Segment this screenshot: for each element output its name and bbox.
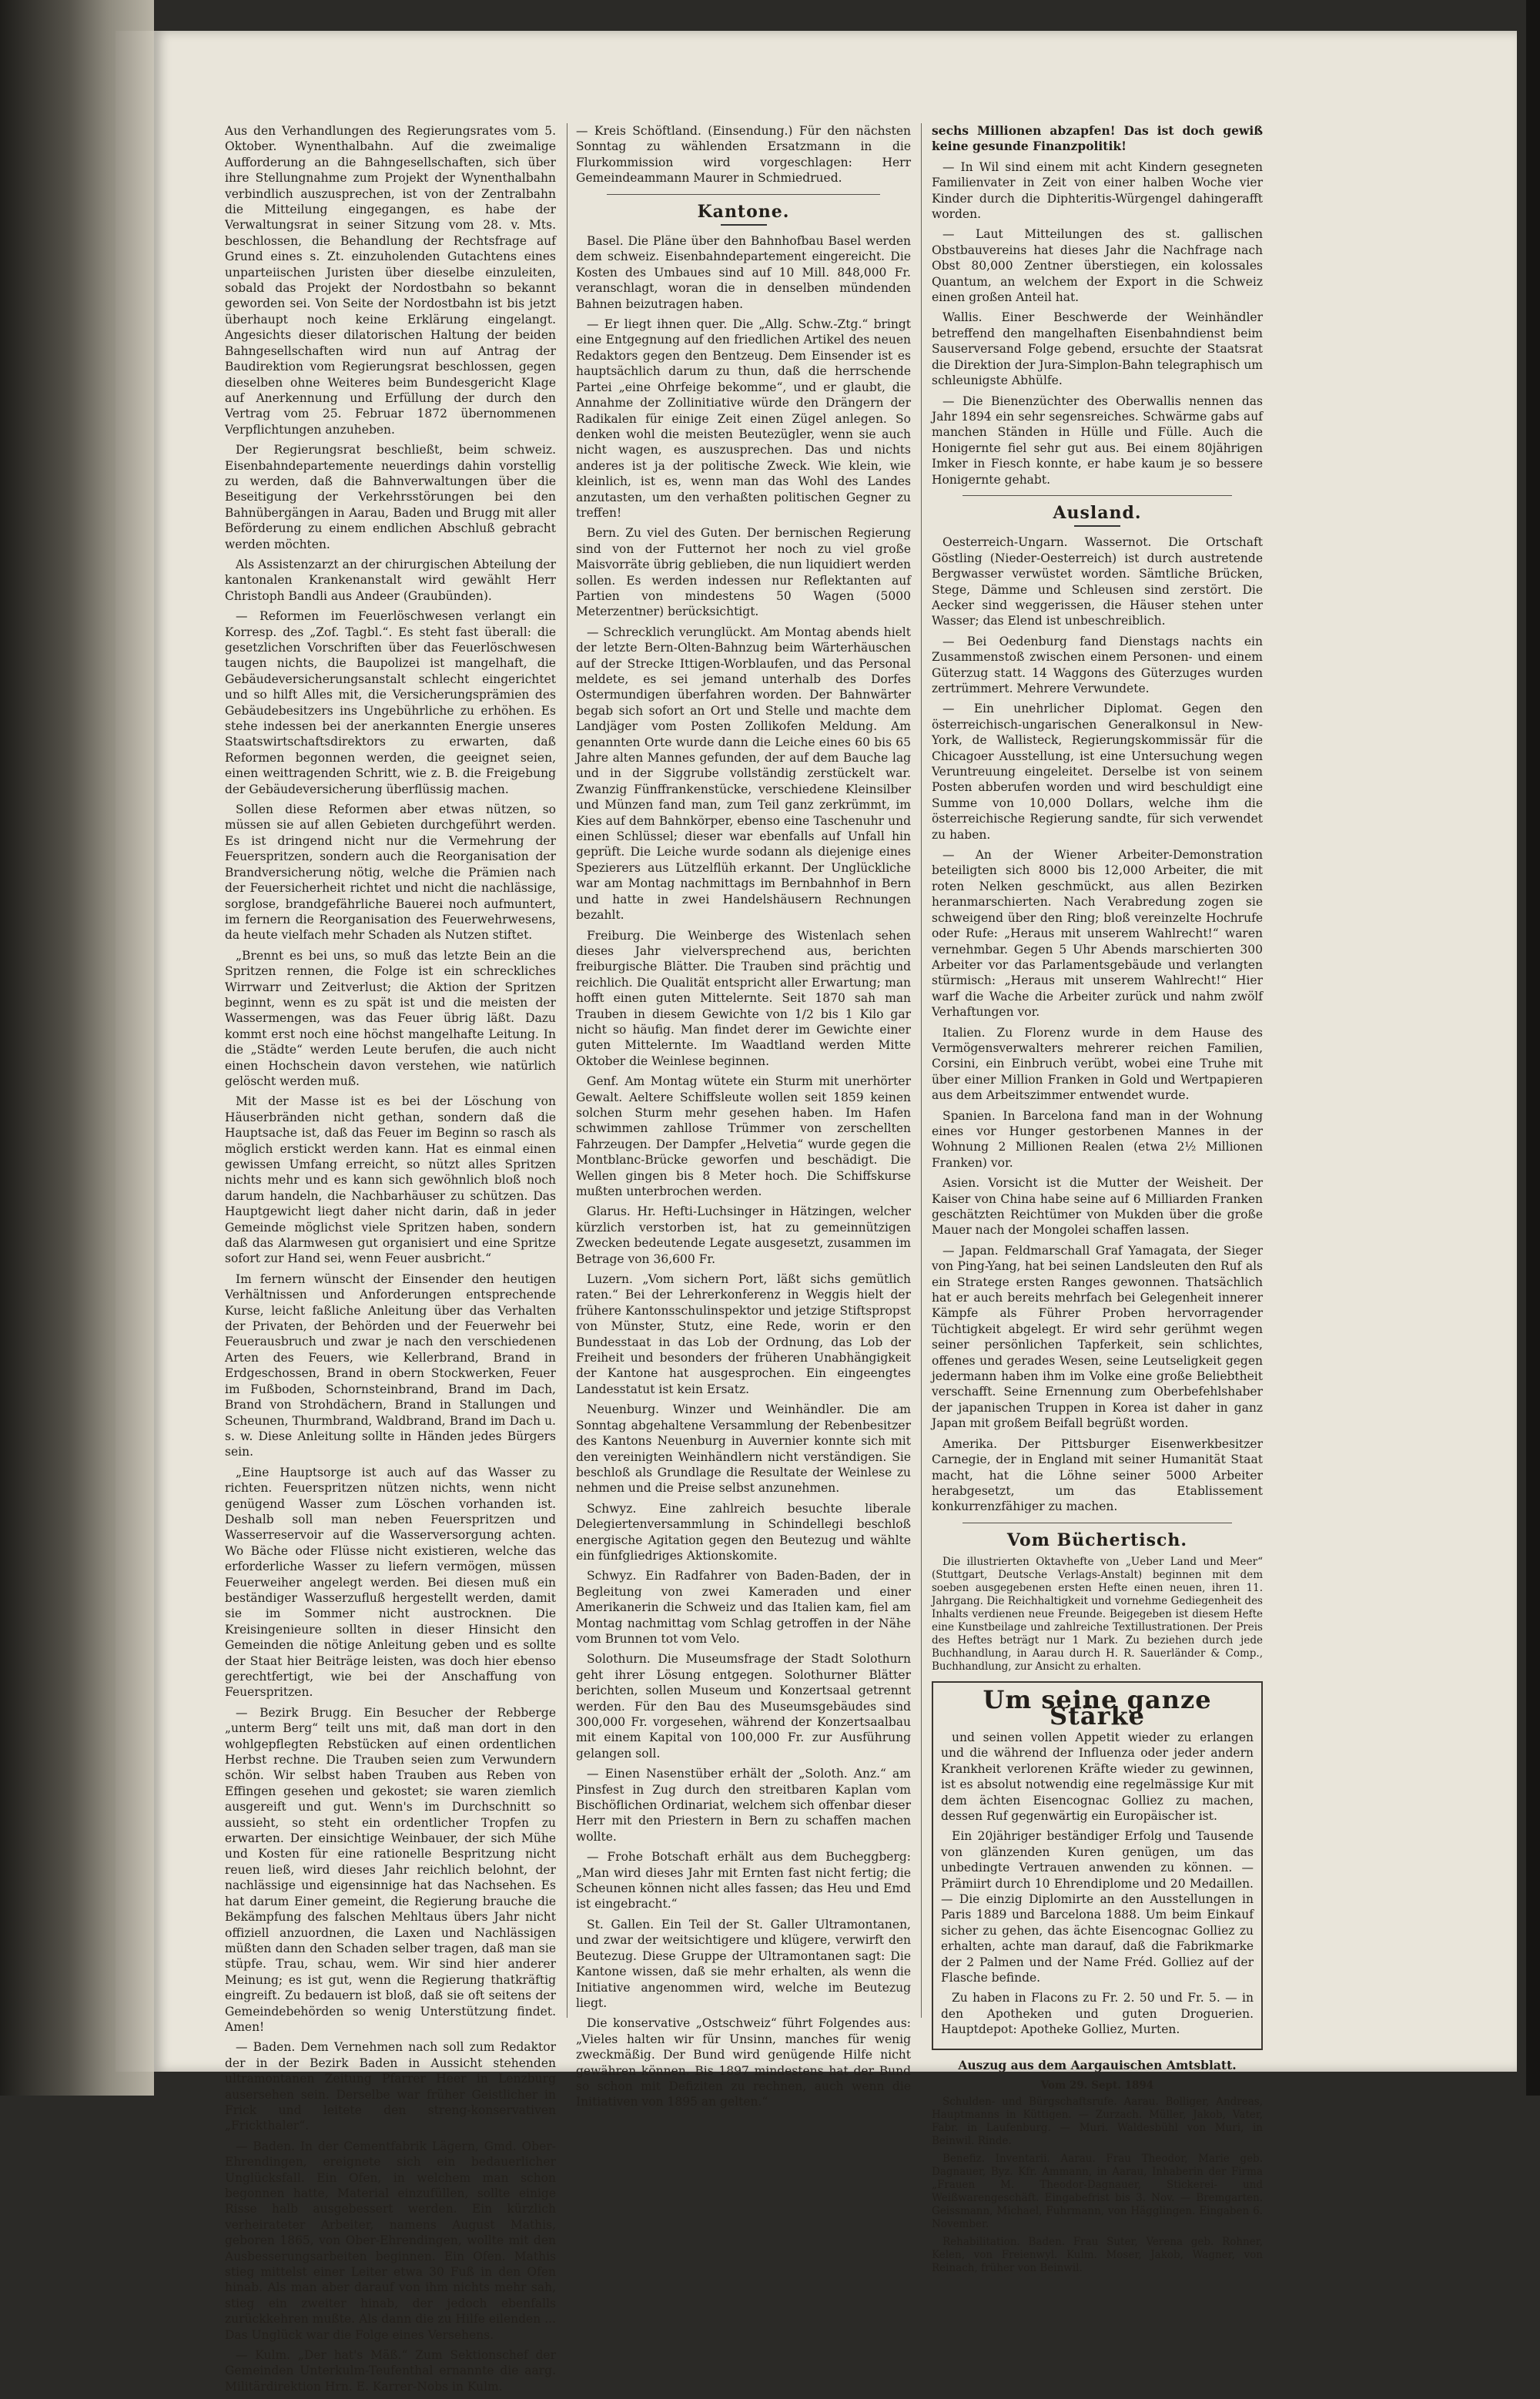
- article-paragraph: Sollen diese Reformen aber etwas nützen, so müssen sie auf allen Gebieten durchgeführt werden. Es ist dringend nicht nur die Vermehrung der Feuerspritzen, sondern auch die Reorganisation der Brandversicherung nötig, welche die Prämien nach der Feuersicherheit richtet und nicht die nachlässige, sorglose, brandgefährliche Bauerei noch aufmuntert, im fernern die Reorganisation des Feuerwehrwesens, da heute vielfach mehr Schaden als Nutzen stiftet.: [225, 802, 556, 943]
- section-divider: [607, 194, 880, 195]
- article-feuerloeschwesen: — Reformen im Feuerlöschwesen verlangt ein Korresp. des „Zof. Tagbl.“. Es steht fast überall: die gesetzlichen Vorschriften über das Feuerlöschwesen taugen nichts, die Baupolizei ist mangelhaft, die Gebäudeversicherungsanstalt schlecht eingerichtet und so hilft Alles mit, die Versicherungsprämien des Gebäudebesitzers ins Ungebührliche zu erhöhen. Es stehe indessen bei der anerkannten Energie unseres Staatswirtschaftsdirektors zu erwarten, daß Reformen begonnen werden, die geeignet seien, einen weittragenden Schritt, wie z. B. die Freigebung der Gebäudeversicherung überflüssig machen.: [225, 609, 556, 796]
- article-paragraph: — Frohe Botschaft erhält aus dem Bucheggberg: „Man wird dieses Jahr mit Ernten fast nicht fertig; die Scheunen können nicht alles fassen; das Heu und Emd ist eingebracht.“: [576, 1850, 911, 1911]
- article-schwyz-2: Schwyz. Ein Radfahrer von Baden-Baden, der in Begleitung von zwei Kameraden und einer Amerikanerin die Schweiz und das Italien kam, fiel am Montag nachmittag vom Schlag getroffen in der Nähe vom Brunnen tot vom Velo.: [576, 1569, 911, 1646]
- article-paragraph: Mit der Masse ist es bei der Löschung von Häuserbränden nicht gethan, sondern daß die Hauptsache ist, daß das Feuer im Beginn so rasch als möglich erstickt werden kann. Hat es einmal einen gewissen Umfang erreicht, so nützt alles Spritzen nichts mehr und es kann sich gewöhnlich bloß noch darum handeln, die Nachbarhäuser zu schützen. Das Hauptgewicht liegt daher nicht darin, daß in jeder Gemeinde möglichst viele Spritzen haben, sondern daß das Alarmwesen gut organisiert und eine Spritze sofort zur Hand sei, wenn Feuer ausbricht.“: [225, 1094, 556, 1266]
- article-wil: — In Wil sind einem mit acht Kindern gesegneten Familienvater in Zeit von einer halben Woche vier Kinder durch die Diphteritis-Würgengel dahingerafft worden.: [932, 159, 1263, 222]
- amtsblatt-title: Auszug aus dem Aargauischen Amtsblatt.: [958, 2057, 1237, 2072]
- ad-text: Zu haben in Flacons zu Fr. 2. 50 und Fr. 5. — in den Apotheken und guten Droguerien. Hauptdepot: Apotheke Golliez, Murten.: [941, 1991, 1254, 2037]
- section-title-text: Ausland.: [1053, 502, 1142, 523]
- section-divider: [962, 495, 1232, 496]
- article-wallis: Wallis. Einer Beschwerde der Weinhändler betreffend den mangelhaften Eisenbahndienst beim Sauserversand Folge gebend, ersuchte der Staatsrat die Direktion der Jura-Simplon-Bahn telegraphisch um schleunigste Abhülfe.: [932, 310, 1263, 388]
- amtsblatt-entry: Schulden- und Bürgschaftsrufe. Aarau. Bolliger, Andreas, Hauptmanns in Küttigen. — Zurzach. Müller, Jakob, Vater, Fabr. in Laufenburg. — Muri. Waldesbühl von Muri, in Beinwil. Rinde.: [932, 2096, 1263, 2148]
- article-paragraph: „Eine Hauptsorge ist auch auf das Wasser zu richten. Feuerspritzen nützen nichts, wenn nicht genügend Wasser zum Löschen vorhanden ist. Deshalb soll man neben Feuerspritzen und Wasserreservoir auf die Wasserversorgung achten. Wo Bäche oder Flüsse nicht existieren, welche das erforderliche Wasser zu liefern vermögen, müssen Feuerweiher angelegt werden. Bei diesen muß ein beständiger Wasserzufluß hergestellt werden, damit sie im Sommer nicht austrocknen. Die Kreisingenieure sollten in dieser Hinsicht den Gemeinden die nötige Anleitung geben und es sollte der Staat hier Beiträge leisten, was doch hier ebenso gerechtfertigt, wie bei der Anschaffung von Feuerspritzen.: [225, 1465, 556, 1700]
- article-baden-cementfabrik: — Baden. In der Cementfabrik Lägern, Gmd. Ober-Ehrendingen, ereignete sich ein bedauerlicher Unglücksfall. Ein Ofen, in welchem man schon begonnen hatte, Material einzufüllen, sollte einige Risse halb ausgebessert werden. Ein kürzlich verheirateter Arbeiter, namens August Mathis, geboren 1865, von Ober-Ehrendingen, wollte mit den Ausbesserungsarbeiten beginnen. Ein Ofen. Mathis stieg mittelst einer Leiter etwa 30 Fuß in den Ofen hinab. Als man aber darauf von ihm nichts mehr sah, stieg ein zweiter hinab, der jedoch ebenfalls zurückkehren mußte. Als dann die zu Hilfe eilenden ... Das Unglück war die Folge eines Versehens.: [225, 2139, 556, 2342]
- article-amerika: Amerika. Der Pittsburger Eisenwerkbesitzer Carnegie, der in England mit seiner Humanität Staat macht, hat die Löhne seiner 5000 Arbeiter herabgesetzt, um das Etablissement konkurrenzfähiger zu machen.: [932, 1436, 1263, 1514]
- column-2: [576, 123, 911, 2115]
- article-paragraph: — Er liegt ihnen quer. Die „Allg. Schw.-Ztg.“ bringt eine Entgegnung auf den friedlichen Artikel des neuen Redaktors gegen den Bentzeug. Dem Einsender ist es hauptsächlich darum zu thun, daß die herrschende Partei „eine Ohrfeige bekomme“, und er glaubt, die Annahme der Zollinitiative würde den Drängern der Radikalen für einige Zeit einen Zügel anlegen. So denken wohl die meisten Beutezügler, wenn sie auch nicht wagen, es auszusprechen. Das und nichts anderes ist ja der politische Zweck. Wie klein, wie kleinlich, ist es, wenn man das Wohl des Landes anzutasten, um den verhaßten politischen Gegner zu treffen!: [576, 317, 911, 520]
- article-obstbau: — Laut Mitteilungen des st. gallischen Obstbauvereins hat dieses Jahr die Nachfrage nach Obst 80,000 Zentner überstiegen, ein kolossales Quantum, an welchem der Export in die Schweiz einen großen Anteil hat.: [932, 227, 1263, 305]
- article-regierungsrat: Aus den Verhandlungen des Regierungsrates vom 5. Oktober. Wynenthalbahn. Auf die zweimalige Aufforderung an die Bahngesellschaften, sich über ihre Stellungnahme zum Projekt der Wynenthalbahn verbindlich auszusprechen, ist von der Zentralbahn die Mitteilung eingegangen, es habe der Verwaltungsrat in seiner Sitzung vom 28. v. Mts. beschlossen, die Behandlung der Rechtsfrage auf Grund eines s. Zt. einzuholenden Gutachtens eines unparteiischen Juristen über dieselbe einzuleiten, sobald das Projekt der Nordostbahn so bekannt geworden sei. Von Seite der Nordostbahn ist bis jetzt überhaupt noch keine Erklärung eingelangt. Angesichts dieser dilatorischen Haltung der beiden Bahngesellschaften wird nun auf Antrag der Baudirektion vom Regierungsrat beschlossen, gegen dieselben ohne Weiteres beim Bundesgericht Klage auf Anerkennung und Erfüllung der durch den Vertrag vom 25. Februar 1872 übernommenen Verpflichtungen anzuheben.: [225, 124, 556, 437]
- article-oesterreich: Oesterreich-Ungarn. Wassernot. Die Ortschaft Göstling (Nieder-Oesterreich) ist durch austretende Bergwasser verwüstet worden. Sämtliche Brücken, Stege, Dämme und Schleusen sind zerstört. Die Aecker sind weggerissen, die Häuser stehen unter Wasser; das Elend ist unbeschreiblich.: [932, 535, 1263, 628]
- ad-text: und seinen vollen Appetit wieder zu erlangen und die während der Influenza oder jeder andern Krankheit verlorenen Kräfte wieder zu gewinnen, ist es absolut notwendig eine regelmässige Kur mit dem ächten Eisencognac Golliez zu machen, dessen Ruf gegenwärtig ein Europäischer ist.: [941, 1730, 1254, 1823]
- amtsblatt-date: Vom 29. Sept. 1894: [1040, 2079, 1154, 2092]
- article-freiburg: Freiburg. Die Weinberge des Wistenlach sehen dieses Jahr vielversprechend aus, berichten freiburgische Blätter. Die Trauben sind prächtig und reichlich. Die Qualität entspricht aller Erwartung; man hofft einen guten Mittelernte. Seit 1870 sah man Trauben in diesem Gewichte von 1/2 bis 1 Kilo gar nicht so häufig. Man findet derer im Gewichte einer guten Mittelernte. Im Waadtland werden Mitte Oktober die Weinlese beginnen.: [576, 928, 911, 1068]
- article-bern: Bern. Zu viel des Guten. Der bernischen Regierung sind von der Futternot her noch zu viel große Maisvorräte übrig geblieben, die nun liquidiert werden sollen. Es werden indessen nur Reflektanten auf Partien von mindestens 50 Wagen (5000 Meterzentner) berücksichtigt.: [576, 526, 911, 619]
- article-paragraph: Im fernern wünscht der Einsender den heutigen Verhältnissen und Anforderungen entsprechende Kurse, leicht faßliche Anleitung über das Verhalten der Privaten, der Behörden und der Feuerwehr bei Feuerausbruch und zwar je nach den verschiedenen Arten des Feuers, wie Kellerbrand, Brand in Erdgeschossen, Brand in obern Stockwerken, Feuer im Fußboden, Schornsteinbrand, Brand im Dach, Brand von Strohdächern, Brand in Stallungen und Scheunen, Thurmbrand, Waldbrand, Brand im Dach u. s. w. Diese Anleitung sollte in Händen jedes Bürgers sein.: [225, 1272, 556, 1459]
- article-spanien: Spanien. In Barcelona fand man in der Wohnung eines vor Hunger gestorbenen Mannes in der Wohnung 2 Millionen Realen (etwa 2½ Millionen Franken) vor.: [932, 1108, 1263, 1170]
- article-asien: Asien. Vorsicht ist die Mutter der Weisheit. Der Kaiser von China habe seine auf 6 Milliarden Franken geschätzten Reichtümer von Mukden über die große Mauer nach der Mongolei schaffen lassen.: [932, 1176, 1263, 1238]
- article-glarus: Glarus. Hr. Hefti-Luchsinger in Hätzingen, welcher kürzlich verstorben ist, hat zu gemeinnützigen Zwecken bedeutende Legate ausgesetzt, zusammen im Betrage von 36,600 Fr.: [576, 1205, 911, 1266]
- column-rule: [921, 123, 922, 2018]
- section-title-ausland: [932, 502, 1263, 527]
- article-paragraph: „Brennt es bei uns, so muß das letzte Bein an die Spritzen rennen, die Folge ist ein schreckliches Wirrwarr und Zeitverlust; die Aktion der Spritzen beginnt, wenn es zu spät ist und die meisten der Wassermengen, was das Feuer übrig läßt. Dazu kommt erst noch eine höchst mangelhafte Leitung. In die „Städte“ werden Leute berufen, die auch nicht einen Hochschein davon verstehen, wie natürlich gelöscht werden muß.: [225, 948, 556, 1088]
- article-paragraph: — Schrecklich verunglückt. Am Montag abends hielt der letzte Bern-Olten-Bahnzug beim Wärterhäuschen auf der Strecke Ittigen-Worblaufen, und das Personal meldete, es sei jemand unterhalb des Dorfes Ostermundigen überfahren worden. Der Bahnwärter begab sich sofort an Ort und Stelle und machte dem Landjäger vom Posten Zollikofen Meldung. Am genannten Orte wurde dann die Leiche eines 60 bis 65 Jahre alten Mannes gefunden, der auf dem Bauche lag und in der Siggrube vollständig zerstückelt war. Zwanzig Fünffrankenstücke, verschiedene Kleinsilber und Münzen fand man, zum Teil ganz zerkrümmt, im Kies auf dem Bahnkörper, ebenso eine Taschenuhr und einen Schlüssel; dieser war ebenfalls auf Unfall hin geprüft. Die Leiche wurde sodann als diejenige eines Spezierers aus Lützelflüh erkannt. Der Unglückliche war am Montag nachmittags im Bernbahnhof in Bern und hatte in zwei Handelshäusern Rechnungen bezahlt.: [576, 625, 911, 923]
- article-kulm: — Kulm. „Der hat's Mäß.“ Zum Sektionschef der Gemeinden Unterkulm-Teufenthal ernannte die aarg. Militärdirektion Hrn. E. Karrer-Nobs in Kulm.: [225, 2348, 556, 2394]
- article-paragraph: Die konservative „Ostschweiz“ führt Folgendes aus: „Vieles halten wir für Unsinn, manches für wenig zweckmäßig. Der Bund wird genügende Hilfe nicht gewähren können. Bis 1897 mindestens hat der Bund so schon mit Defiziten zu rechnen, auch wenn die Initiativen von 1895 an gelten.“: [576, 2016, 911, 2109]
- article-basel: Basel. Die Pläne über den Bahnhofbau Basel werden dem schweiz. Eisenbahndepartement eingereicht. Die Kosten des Umbaues sind auf 10 Mill. 848,000 Fr. veranschlagt, woran die in denselben mündenden Bahnen beizutragen haben.: [576, 234, 911, 311]
- article-continuation: sechs Millionen abzapfen! Das ist doch gewiß keine gesunde Finanzpolitik!: [932, 123, 1263, 154]
- article-paragraph: Als Assistenzarzt an der chirurgischen Abteilung der kantonalen Krankenanstalt wird gewählt Herr Christoph Bandli aus Andeer (Graubünden).: [225, 557, 556, 603]
- article-solothurn: Solothurn. Die Museumsfrage der Stadt Solothurn geht ihrer Lösung entgegen. Solothurner Blätter berichten, sollen Museum und Konzertsaal getrennt werden. Für den Bau des Museumsgebäudes sind 300,000 Fr. vorgesehen, während der Konzertsaalbau mit einem Kapital von 100,000 Fr. zur Ausführung gelangen soll.: [576, 1652, 911, 1761]
- article-paragraph: — Ein unehrlicher Diplomat. Gegen den österreichisch-ungarischen Generalkonsul in New-York, de Wallisteck, Regierungskommissär für die Chicagoer Ausstellung, ist eine Untersuchung wegen Veruntreuung eingeleitet. Derselbe ist von seinem Posten abberufen worden und wird beschuldigt eine Summe von 10,000 Dollars, welche ihm die österreichische Regierung sandte, für sich verwendet zu haben.: [932, 702, 1263, 842]
- title-ornament: [721, 224, 767, 226]
- article-bezirk-brugg: — Bezirk Brugg. Ein Besucher der Rebberge „unterm Berg“ teilt uns mit, daß man dort in den wohlgepflegten Rebstücken auf einen ordentlichen Herbst rechne. Die Trauben seien zum Verwundern schön. Wir selbst haben Trauben aus Reben von Effingen gesehen und gekostet; sie waren ziemlich ausgereift und gut. Wenn's im Durchschnitt so aussieht, so steht ein ordentlicher Tropfen zu erwarten. Der einsichtige Weinbauer, der sich Mühe und Kosten für eine rationelle Bespritzung nicht reuen ließ, wird dieses Jahr reichlich belohnt, der nachlässige und eigensinnige hat das Nachsehen. Es hat darum Einer gemeint, die Regierung brauche die Bekämpfung des falschen Mehltaus übers Jahr nicht offiziell anzuordnen, die Laxen und Nachlässigen müßten dann den Schaden selber tragen, daß man sie stüpfe. Trau, schau, wem. Wir sind hier anderer Meinung; es ist gut, wenn die Regierung thatkräftig eingreift. Zu bedauern ist bloß, daß sie oft seitens der Gemeindebehörden so wenig Unterstützung findet. Amen!: [225, 1705, 556, 2034]
- newspaper-page: [154, 31, 1517, 2394]
- section-title-text: Kantone.: [697, 201, 790, 222]
- ad-text: Ein 20jähriger beständiger Erfolg und Tausende von glänzenden Kuren genügen, um das unbedingte Vertrauen anwenden zu können. — Prämiirt durch 10 Ehrendiplome und 20 Medaillen. — Die einzig Diplomirte an den Ausstellungen in Paris 1889 und Barcelona 1888. Um beim Einkauf sicher zu gehen, das ächte Eisencognac Golliez zu erhalten, achte man darauf, daß die Fabrikmarke der 2 Palmen und der Name Fréd. Golliez auf der Flasche befinde.: [941, 1829, 1254, 1985]
- article-japan: — Japan. Feldmarschall Graf Yamagata, der Sieger von Ping-Yang, hat bei seinen Landsleuten den Ruf als ein Stratege ersten Ranges gewonnen. Thatsächlich hat er auch bereits mehrfach bei Gelegenheit innerer Kämpfe als Führer Proben hervorragender Tüchtigkeit abgelegt. Er wird sehr gerühmt wegen seiner persönlichen Tapferkeit, sein schlichtes, offenes und gerades Wesen, seine Leutseligkeit gegen jedermann haben ihm im Volke eine große Beliebtheit verschafft. Seine Ernennung zum Oberbefehlshaber der japanischen Truppen in Korea ist daher in ganz Japan mit großem Beifall begrüßt worden.: [932, 1243, 1263, 1431]
- article-paragraph: — An der Wiener Arbeiter-Demonstration beteiligten sich 8000 bis 12,000 Arbeiter, die mit roten Nelken geschmückt, aus allen Bezirken heranmarschierten. Nach Verabredung zogen sie schweigend über den Ring; bloß vereinzelte Hochrufe oder Rufe: „Heraus mit unserem Wahlrecht!“ waren vernehmbar. Gegen 5 Uhr Abends marschierten 300 Arbeiter vor das Parlamentsgebäude und verlangten stürmisch: „Heraus mit unserem Wahlrecht!“ Hier warf die Wache die Arbeiter zurück und nahm zwölf Verhaftungen vor.: [932, 848, 1263, 1020]
- amtsblatt-entry: Benefiz. Inventarii. Aarau. Frau Theodor, Marie geb. Dagnauer, Byz. Kfr. Ammann, in Aarau, Inhaberin der Firma „Frauen M. Theodor-Dagnauer, Stickerei- und Weißwarengeschäft. Eingabefrist bis 3. Nov. — Bremgarten. Geissmann, Michael, Fuhrmann, von Hägglingen. Eingaben 6. November.: [932, 2153, 1263, 2231]
- advertisement-eisencognac: [932, 1681, 1263, 2050]
- article-bienen: — Die Bienenzüchter des Oberwallis nennen das Jahr 1894 ein sehr segensreiches. Schwärme gabs auf manchen Ständen in Hülle und Fülle. Auch die Honigernte fiel sehr gut aus. Bei einem 80jährigen Imker in Fiesch konnte, er habe kaum je so bessere Honigernte gehabt.: [932, 394, 1263, 487]
- article-baden: — Baden. Dem Vernehmen nach soll zum Redaktor der in der Bezirk Baden in Aussicht stehenden ultramontanen Zeitung Pfarrer Heer in Lenzburg ausersehen sein. Derselbe war früher Geistlicher in Frick und leitete den streng-konservativen „Frickthaler“.: [225, 2040, 556, 2133]
- article-paragraph: Der Regierungsrat beschließt, beim schweiz. Eisenbahndepartemente neuerdings dahin vorstellig zu werden, daß die Bahnverwaltungen über die Beseitigung der Verkehrsstörungen bei den Bahnübergängen in Aarau, Baden und Brugg mit aller Beförderung zu einem endlichen Abschluß gebracht werden möchten.: [225, 443, 556, 551]
- article-paragraph: — Einen Nasenstüber erhält der „Soloth. Anz.“ am Pinsfest in Zug durch den streitbaren Kaplan vom Bischöflichen Ordinariat, welchem sich offenbar dieser Herr mit den Priestern in Bern zu schaffen machen wollte.: [576, 1767, 911, 1844]
- article-schwyz: Schwyz. Eine zahlreich besuchte liberale Delegiertenversammlung in Schindellegi beschloß energische Agitation gegen den Beutezug und wählte ein fünfgliedriges Aktionskomite.: [576, 1501, 911, 1563]
- section-title-text: Vom Büchertisch.: [1006, 1530, 1188, 1550]
- article-luzern: Luzern. „Vom sichern Port, läßt sichs gemütlich raten.“ Bei der Lehrerkonferenz in Weggis hielt der frühere Kantonsschulinspektor und jetzige Stiftspropst von Münster, Stutz, eine Rede, worin er den Bundesstaat in das Lob der Ordnung, das Lob der Freiheit und besonders der früheren Unabhängigkeit der Kantone hat ausgesprochen. Ein eingeengtes Landesstatut ist kein Ersatz.: [576, 1272, 911, 1396]
- section-title-kantone: [576, 201, 911, 226]
- article-buechertisch: Die illustrierten Oktavhefte von „Ueber Land und Meer“ (Stuttgart, Deutsche Verlags-Anstalt) beginnen mit dem soeben ausgegebenen ersten Hefte einen neuen, ihren 11. Jahrgang. Die Reichhaltigkeit und vornehme Gediegenheit des Inhalts verdienen neue Freunde. Beigegeben ist diesem Hefte eine Kunstbeilage und zahlreiche Textillustrationen. Der Preis des Heftes beträgt nur 1 Mark. Zu beziehen durch jede Buchhandlung, in Aarau durch H. R. Sauerländer & Comp., Buchhandlung, zur Ansicht zu erhalten.: [932, 1556, 1263, 1674]
- article-neuenburg: Neuenburg. Winzer und Weinhändler. Die am Sonntag abgehaltene Versammlung der Rebenbesitzer des Kantons Neuenburg in Auvernier konnte sich mit den vereinigten Weinhändlern nicht verständigen. Sie beschloß als Grundlage die Resultate der Weinlese zu nehmen und die Preise selbst anzunehmen.: [576, 1402, 911, 1496]
- section-title-buechertisch: [932, 1530, 1263, 1550]
- article-schoeftland: — Kreis Schöftland. (Einsendung.) Für den nächsten Sonntag zu wählenden Ersatzmann in die Flurkommission wird vorgeschlagen: Herr Gemeindeammann Maurer in Schmiedrued.: [576, 124, 911, 186]
- scan-edge: [1526, 0, 1540, 2096]
- article-st-gallen: St. Gallen. Ein Teil der St. Galler Ultramontanen, und zwar der weitsichtigere und klügere, verwirft den Beutezug. Diese Gruppe der Ultramontanen sagt: Die Kantone wissen, daß sie mehr erhalten, als wenn die Initiative angenommen wird, welche im Beutezug liegt.: [576, 1917, 911, 2010]
- ad-headline: Um seine ganze Stärke: [983, 1685, 1212, 1731]
- amtsblatt-entry: Rehabilitation. Baden. Frau Suter, Verena geb. Rohner, Kelen, von Freienwyl. Kulm. Moser, Jakob, Wagner, von Reinach, früher von Beinwil.: [932, 2236, 1263, 2275]
- title-ornament: [1074, 525, 1120, 527]
- article-genf: Genf. Am Montag wütete ein Sturm mit unerhörter Gewalt. Aeltere Schiffsleute wollen seit 1859 keinen solchen Sturm mehr gesehen haben. Im Hafen schwimmen zahllose Trümmer von zerschellten Fahrzeugen. Der Dampfer „Helvetia“ wurde gegen die Montblanc-Brücke geworfen und beschädigt. Die Wellen gingen bis 8 Meter hoch. Die Schiffskurse mußten unterbrochen werden.: [576, 1074, 911, 1198]
- article-italien: Italien. Zu Florenz wurde in dem Hause des Vermögensverwalters mehrerer reichen Familien, Corsini, ein Einbruch verübt, wobei eine Truhe mit über einer Million Franken in Gold und Wertpapieren aus dem Arbeitszimmer entwendet wurde.: [932, 1025, 1263, 1103]
- column-3: [932, 123, 1263, 2280]
- column-1: [225, 123, 556, 2399]
- article-paragraph: — Bei Oedenburg fand Dienstags nachts ein Zusammenstoß zwischen einem Personen- und einem Güterzug statt. 14 Waggons des Güterzuges wurden zertrümmert. Mehrere Verwundete.: [932, 634, 1263, 695]
